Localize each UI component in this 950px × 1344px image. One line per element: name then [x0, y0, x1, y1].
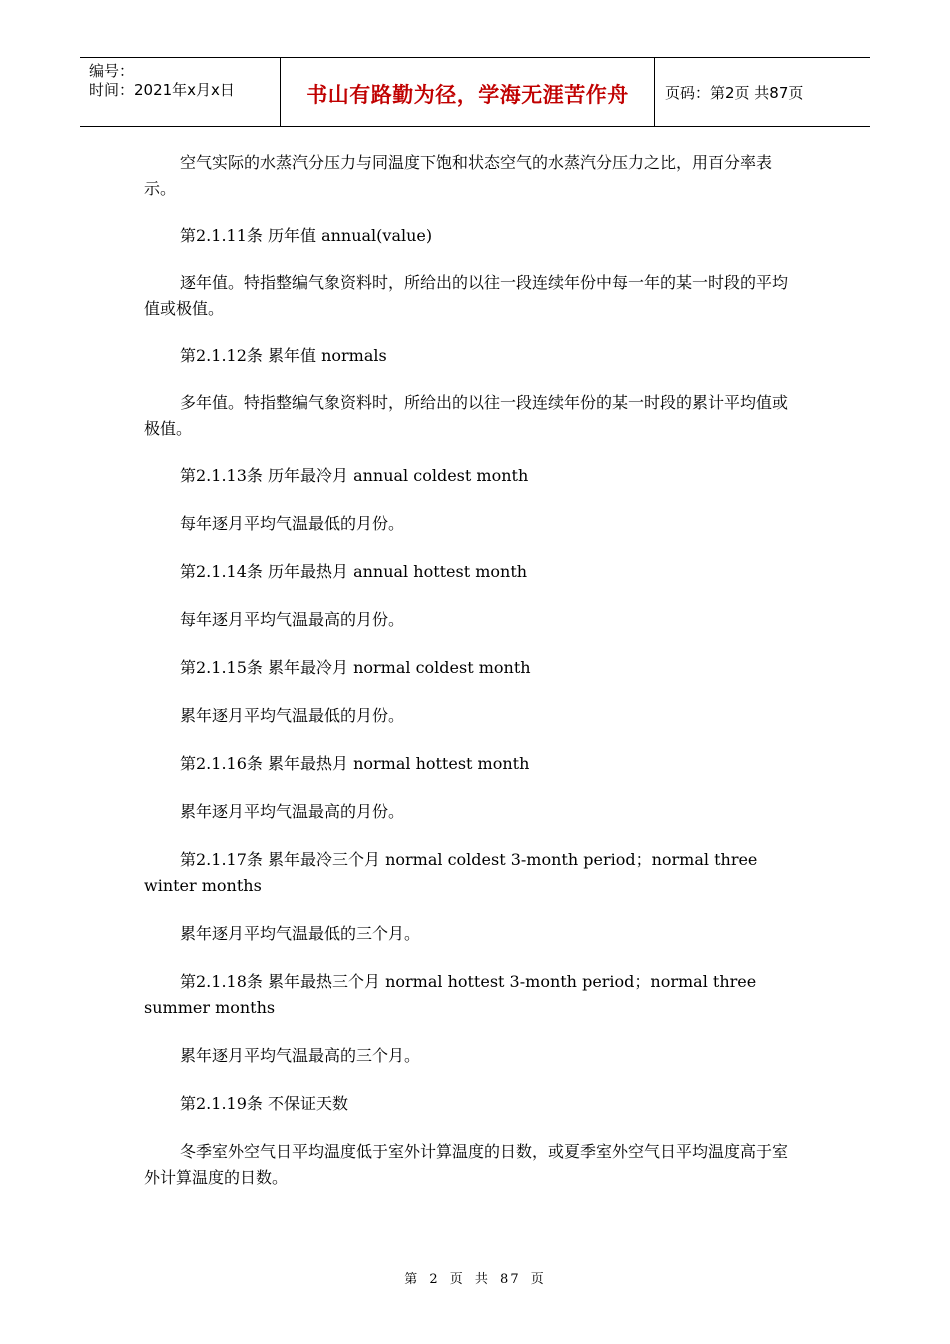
clause-heading: 第2.1.16条 累年最热月 normal hottest month	[180, 754, 530, 773]
clause-heading: 第2.1.13条 历年最冷月 annual coldest month	[180, 466, 529, 485]
document-date: 时间：2021年x月x日	[89, 81, 235, 99]
paragraph-definition: 累年逐月平均气温最低的月份。	[180, 706, 405, 725]
paragraph-definition: 累年逐月平均气温最高的三个月。	[180, 1046, 421, 1065]
clause-heading: 第2.1.11条 历年值 annual(value)	[180, 226, 433, 245]
paragraph-definition: 逐年值。特指整编气象资料时，所给出的以往一段连续年份中每一年的某一时段的平均值或极值。	[144, 273, 789, 318]
clause-heading: 第2.1.12条 累年值 normals	[180, 346, 387, 365]
paragraph-definition: 冬季室外空气日平均温度低于室外计算温度的日数，或夏季室外空气日平均温度高于室外计算温度的日数。	[144, 1142, 789, 1187]
paragraph-definition: 累年逐月平均气温最高的月份。	[180, 802, 405, 821]
clause-heading: 第2.1.18条 累年最热三个月 normal hottest 3-month period；normal three summer months	[144, 972, 757, 1017]
paragraph-definition: 空气实际的水蒸汽分压力与同温度下饱和状态空气的水蒸汽分压力之比，用百分率表示。	[144, 153, 773, 198]
clause-heading: 第2.1.19条 不保证天数	[180, 1094, 348, 1113]
paragraph-definition: 多年值。特指整编气象资料时，所给出的以往一段连续年份的某一时段的累计平均值或极值。	[144, 393, 789, 438]
page-header	[80, 57, 870, 127]
paragraph-definition: 累年逐月平均气温最低的三个月。	[180, 924, 421, 943]
header-page-info: 页码：第2页 共87页	[665, 83, 804, 102]
document-body	[144, 150, 796, 1191]
clause-heading: 第2.1.15条 累年最冷月 normal coldest month	[180, 658, 531, 677]
header-motto: 书山有路勤为径，学海无涯苦作舟	[281, 58, 655, 126]
document-number-label: 编号：	[89, 62, 135, 80]
paragraph-definition: 每年逐月平均气温最低的月份。	[180, 514, 405, 533]
paragraph-definition: 每年逐月平均气温最高的月份。	[180, 610, 405, 629]
clause-heading: 第2.1.17条 累年最冷三个月 normal coldest 3-month period；normal three winter months	[144, 850, 758, 895]
page-footer: 第 2 页 共 87 页	[404, 1272, 546, 1287]
header-meta	[80, 58, 281, 126]
clause-heading: 第2.1.14条 历年最热月 annual hottest month	[180, 562, 528, 581]
